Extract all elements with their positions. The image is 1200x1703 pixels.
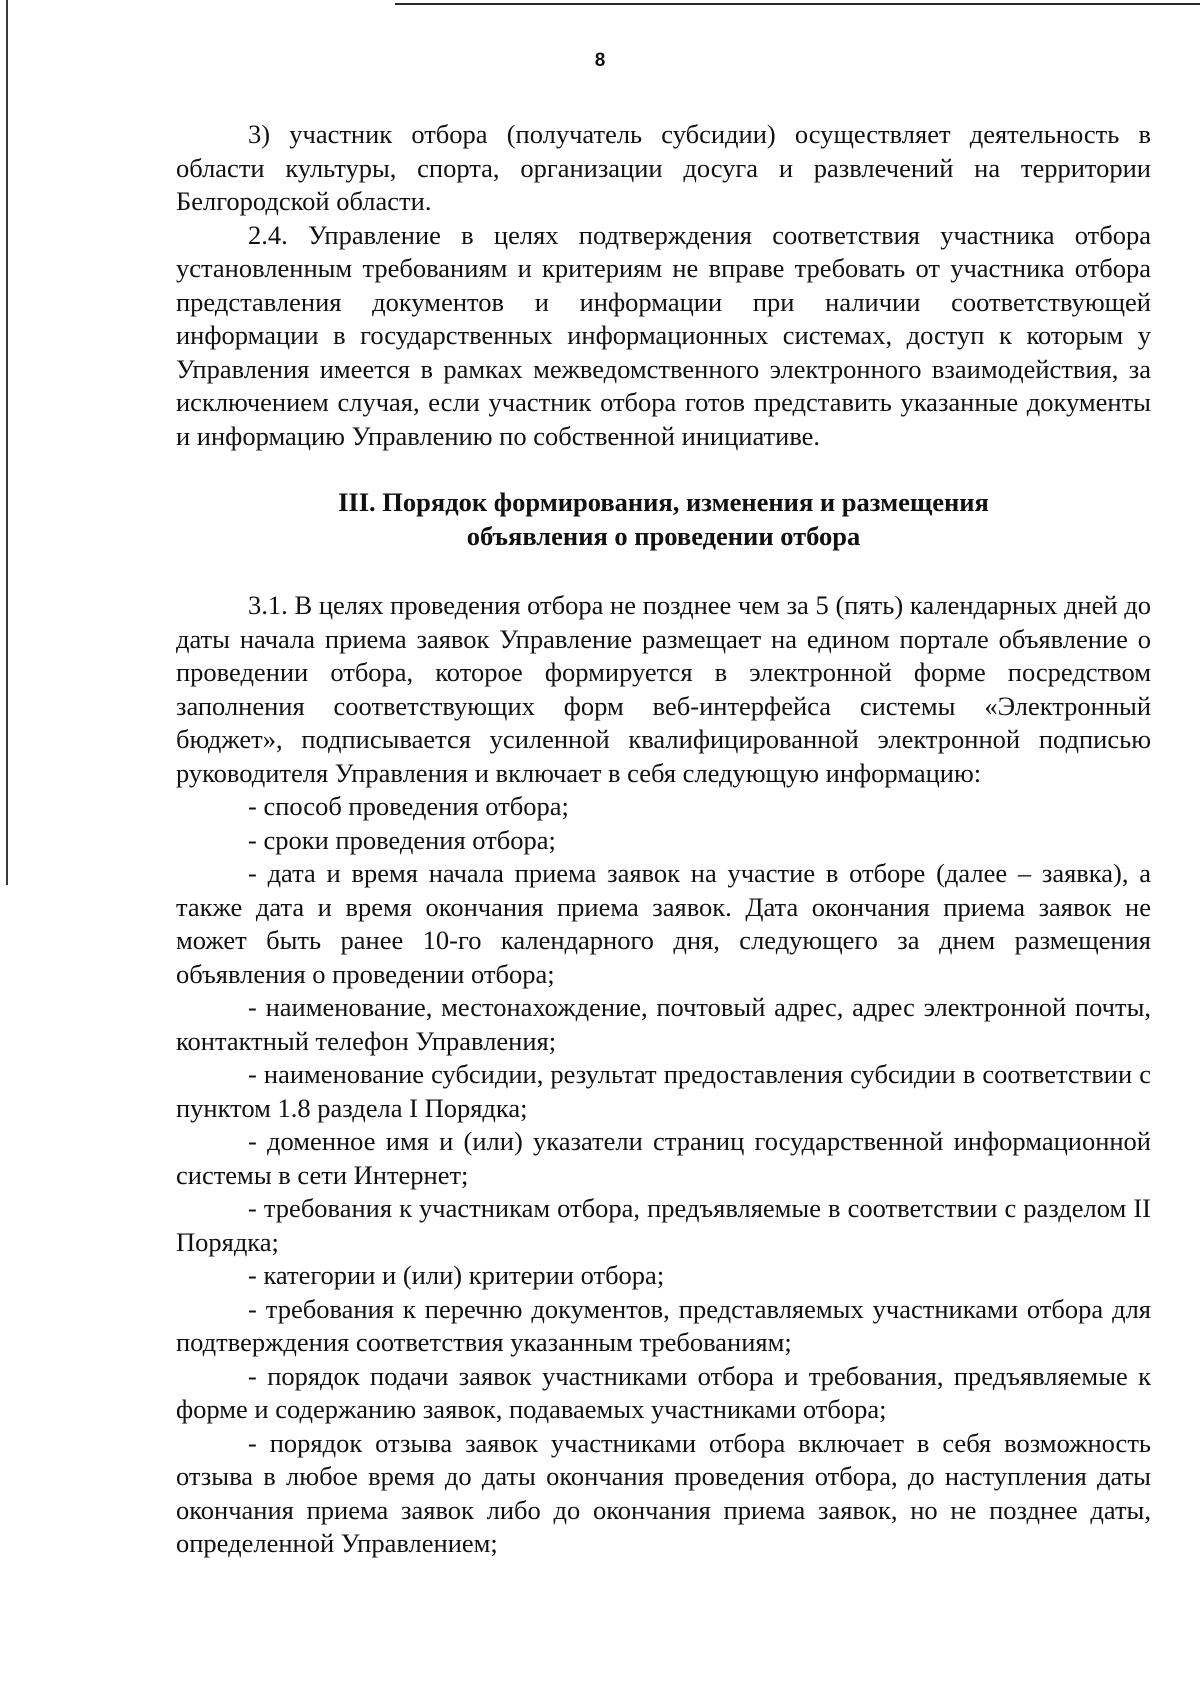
list-item: - порядок отзыва заявок участниками отбора включает в себя возможность отзыва в любое время до даты окончания проведения отбора, до наступления даты окончания приема заявок либо до окончания приема заявок, но не позднее даты, определенной Управлением; (176, 1427, 1151, 1558)
list-item: - наименование, местонахождение, почтовый адрес, адрес электронной почты, контактный телефон Управления; (176, 992, 1151, 1056)
list-item: - наименование субсидии, результат предоставления субсидии в соответствии с пунктом 1.8 раздела I Порядка; (176, 1059, 1151, 1123)
paragraph-3-1: 3.1. В целях проведения отбора не позднее чем за 5 (пять) календарных дней до даты начала приема заявок Управление размещает на едином портале объявление о проведении отбора, которое формируется в электронной форме посредством заполнения соответствующих форм веб-интерфейса системы «Электронный бюджет», подписывается усиленной квалифицированной электронной подписью руководителя Управления и включает в себя следующую информацию: (176, 590, 1151, 788)
scan-edge-top (395, 3, 1200, 5)
list-item: - требования к перечню документов, представляемых участниками отбора для подтверждения соответствия указанным требованиям; (176, 1293, 1151, 1357)
scan-edge-left (6, 0, 8, 885)
section-heading-line-2: объявления о проведении отбора (466, 520, 861, 551)
document-body (176, 118, 1151, 1561)
list-item: - сроки проведения отбора; (248, 824, 556, 855)
list-item: - дата и время начала приема заявок на участие в отборе (далее – заявка), а также дата и время окончания приема заявок. Дата окончания приема заявок не может быть ранее 10-го календарного дня, следующего за днем размещения объявления о проведении отбора; (176, 858, 1151, 989)
paragraph-item-3: 3) участник отбора (получатель субсидии) осуществляет деятельность в области культуры, спорта, организации досуга и развлечений на территории Белгородской области. (176, 119, 1151, 216)
paragraph-2-4: 2.4. Управление в целях подтверждения соответствия участника отбора установленным требованиям и критериям не вправе требовать от участника отбора представления документов и информации при наличии соответствующей информации в государственных информационных системах, доступ к которым у Управления имеется в рамках межведомственного электронного взаимодействия, за исключением случая, если участник отбора готов представить указанные документы и информацию Управлению по собственной инициативе. (176, 219, 1151, 451)
list-item: - доменное имя и (или) указатели страниц государственной информационной системы в сети Интернет; (176, 1126, 1151, 1190)
page-number: 8 (594, 50, 606, 71)
list-item: - способ проведения отбора; (248, 791, 569, 821)
list-item: - порядок подачи заявок участниками отбора и требования, предъявляемые к форме и содержанию заявок, подаваемых участниками отбора; (176, 1360, 1151, 1424)
list-item: - требования к участникам отбора, предъявляемые в соответствии с разделом II Порядка; (176, 1193, 1151, 1257)
spacer (176, 453, 1151, 486)
list-item: - категории и (или) критерии отбора; (248, 1260, 665, 1290)
section-heading-line-1: III. Порядок формирования, изменения и размещения (338, 487, 989, 517)
spacer (176, 553, 1151, 589)
